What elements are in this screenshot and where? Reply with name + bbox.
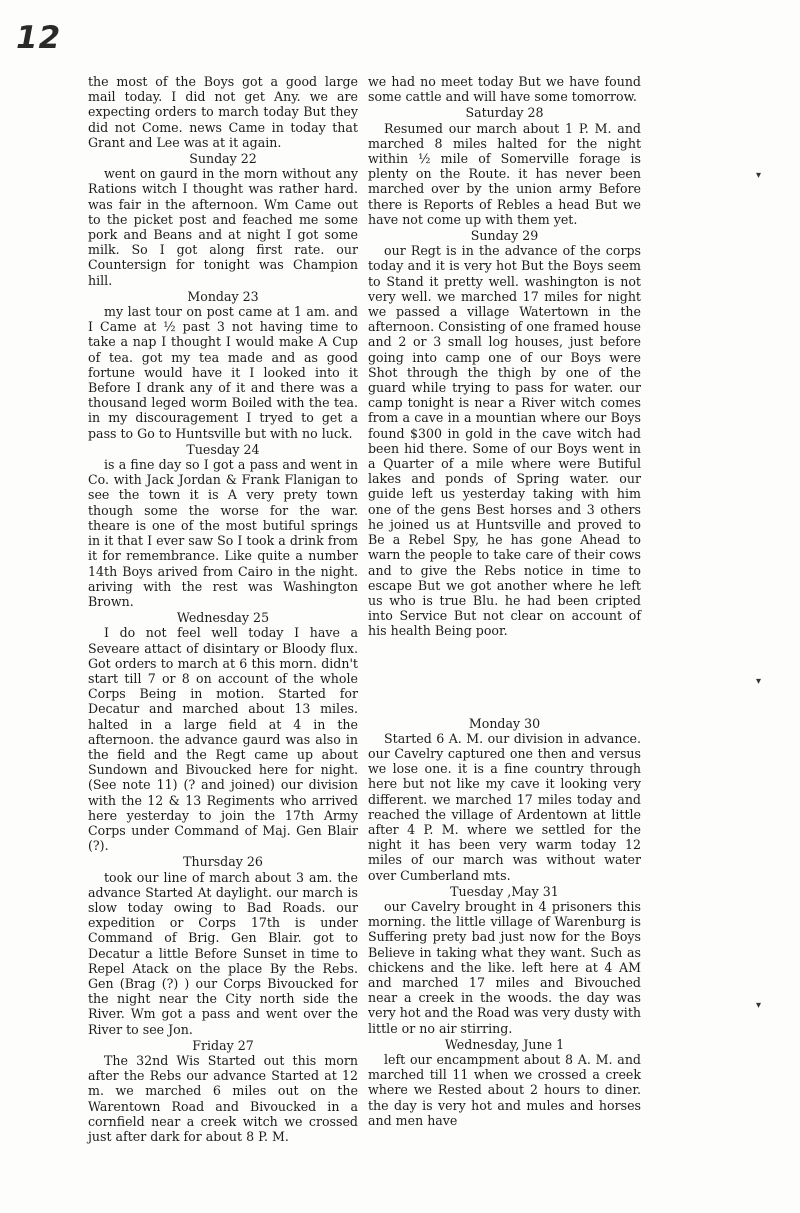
left-column (88, 74, 358, 1144)
page-number: 12 (16, 20, 62, 56)
diary-entry (368, 74, 641, 104)
diary-entry (88, 151, 358, 288)
entry-body: left our encampment about 8 A. M. and marched till 11 when we crossed a creek where we Rested about 2 hours to diner. the day is very hot and mules and horses and men have (368, 1051, 641, 1128)
diary-entry (88, 610, 358, 853)
entry-body: the most of the Boys got a good large mail today. I did not get Any. we are expecting orders to march today But they did not Come. news Came in today that Grant and Lee was at it again. (88, 74, 358, 150)
entry-heading: Tuesday 24 (186, 441, 260, 457)
entry-body: Started 6 A. M. our division in advance. our Cavelry captured one then and versus we lose one. it is a fine country through here but not like my cave it looking very different. we marched 17 miles today and reached the village of Ardentown at little after 4 P. M. where we settled for the night it has been very warm today 12 miles of our march was without water over Cumberland mts. (368, 730, 641, 883)
diary-entry (88, 289, 358, 441)
margin-mark: ▾ (756, 676, 762, 687)
entry-heading: Wednesday, June 1 (444, 1036, 565, 1052)
entry-body: took our line of march about 3 am. the advance Started At daylight. our march is slow today owing to Bad Roads. our expedition or Corps 17th is under Command of Brig. Gen Blair. got to Decatur a little Before Sunset in time to Repel Atack on the place By the Rebs. Gen (Brag (?) ) our Corps Bivoucked for the night near the City north side the River. Wm got a pass and went over the River to see Jon. (88, 869, 358, 1037)
entry-body: I do not feel well today I have a Seveare attact of disintary or Bloody flux. Got orders to march at 6 this morn. didn't start till 7 or 8 on account of the whole Corps Being in motion. Started for Decatur and marched about 13 miles. halted in a large field at 4 in the afternoon. the advance gaurd was also in the field and the Regt came up about Sundown and Bivoucked here for night. (See note 11) (? and joined) our division with the 12 & 13 Regiments who arrived here yesterday to join the 17th Army Corps under Command of Maj. Gen Blair (?). (88, 625, 358, 854)
right-column (368, 74, 641, 1128)
entry-heading: Sunday 22 (189, 151, 257, 167)
diary-entry (368, 105, 641, 227)
diary-entry (88, 854, 358, 1036)
entry-heading: Friday 27 (192, 1037, 254, 1053)
entry-body: is a fine day so I got a pass and went in Co. with Jack Jordan & Frank Flanigan to see the town it is A very prety town though some the worse for the war. theare is one of the most butiful springs in it that I ever saw So I took a drink from it for remembrance. Like quite a number 14th Boys arived from Cairo in the night. ariving with the rest was Washington Brown. (88, 457, 358, 609)
entry-body: our Regt is in the advance of the corps today and it is very hot But the Boys seem to Stand it pretty well. washington is not very well. we marched 17 miles for night we passed a village Watertown in the afternoon. Consisting of one framed house and 2 or 3 small log houses, just before going into camp one of our Boys were Shot through the thigh by one of the guard while trying to pass for water. our camp tonight is near a River witch comes from a cave in a mountian where our Boys found $300 in gold in the cave witch had been hid there. Some of our Boys went in a Quarter of a mile where were Butiful lakes and ponds of Spring water. our guide left us yesterday taking with him one of the gens Best horses and 3 others he joined us at Huntsville and proved to Be a Rebel Spy, he has gone Ahead to warn the people to take care of their cows and to give the Rebs notice in time to escape But we got another where he left us who is true Blu. he had been cripted into Service But not clear on account of his health Being poor. (368, 243, 641, 639)
diary-entry (368, 1037, 641, 1128)
diary-entry (88, 442, 358, 609)
entry-heading: Wednesday 25 (176, 610, 270, 626)
diary-entry (88, 74, 358, 150)
entry-heading: Sunday 29 (470, 228, 539, 244)
entry-body: we had no meet today But we have found some cattle and will have some tomorrow. (368, 74, 641, 105)
entry-body: our Cavelry brought in 4 prisoners this morning. the little village of Warenburg is Suffering prety bad just now for the Boys Believe in taking what they want. Such as chickens and the like. left here at 4 AM and marched 17 miles and Bivouched near a creek in the woods. the day was very hot and the Road was very dusty with little or no air stirring. (368, 898, 641, 1036)
entry-body: Resumed our march about 1 P. M. and marched 8 miles halted for the night within ½ mile of Somerville forage is plenty on the Route. it has never been marched over by the union army Before there is Reports of Rebles a head But we have not come up with them yet. (368, 120, 641, 227)
entry-heading: Saturday 28 (465, 105, 544, 121)
entry-body: my last tour on post came at 1 am. and I Came at ½ past 3 not having time to take a nap I thought I would make A Cup of tea. got my tea made and as good fortune would have it I looked into it Before I drank any of it and there was a thousand leged worm Boiled with the tea. in my discouragement I tryed to get a pass to Go to Huntsville but with no luck. (88, 304, 358, 441)
diary-entry (368, 716, 641, 883)
entry-body: went on gaurd in the morn without any Rations witch I thought was rather hard. was fair in the afternoon. Wm Came out to the picket post and feached me some pork and Beans and at night I got some milk. So I got along first rate. our Countersign for tonight was Champion hill. (88, 166, 358, 288)
column-gap (368, 639, 641, 715)
diary-entry (88, 1038, 358, 1144)
margin-mark: ▾ (756, 170, 762, 181)
diary-entry (368, 228, 641, 638)
margin-mark: ▾ (756, 1000, 762, 1011)
entry-heading: Thursday 26 (183, 854, 263, 870)
diary-entry (368, 884, 641, 1036)
entry-heading: Monday 23 (187, 288, 259, 304)
entry-heading: Monday 30 (468, 715, 541, 731)
entry-heading: Tuesday ,May 31 (450, 883, 559, 899)
entry-body: The 32nd Wis Started out this morn after the Rebs our advance Started at 12 m. we marched 6 miles out on the Warentown Road and Bivoucked in a cornfield near a creek witch we crossed just after dark for about 8 P. M. (88, 1053, 358, 1145)
